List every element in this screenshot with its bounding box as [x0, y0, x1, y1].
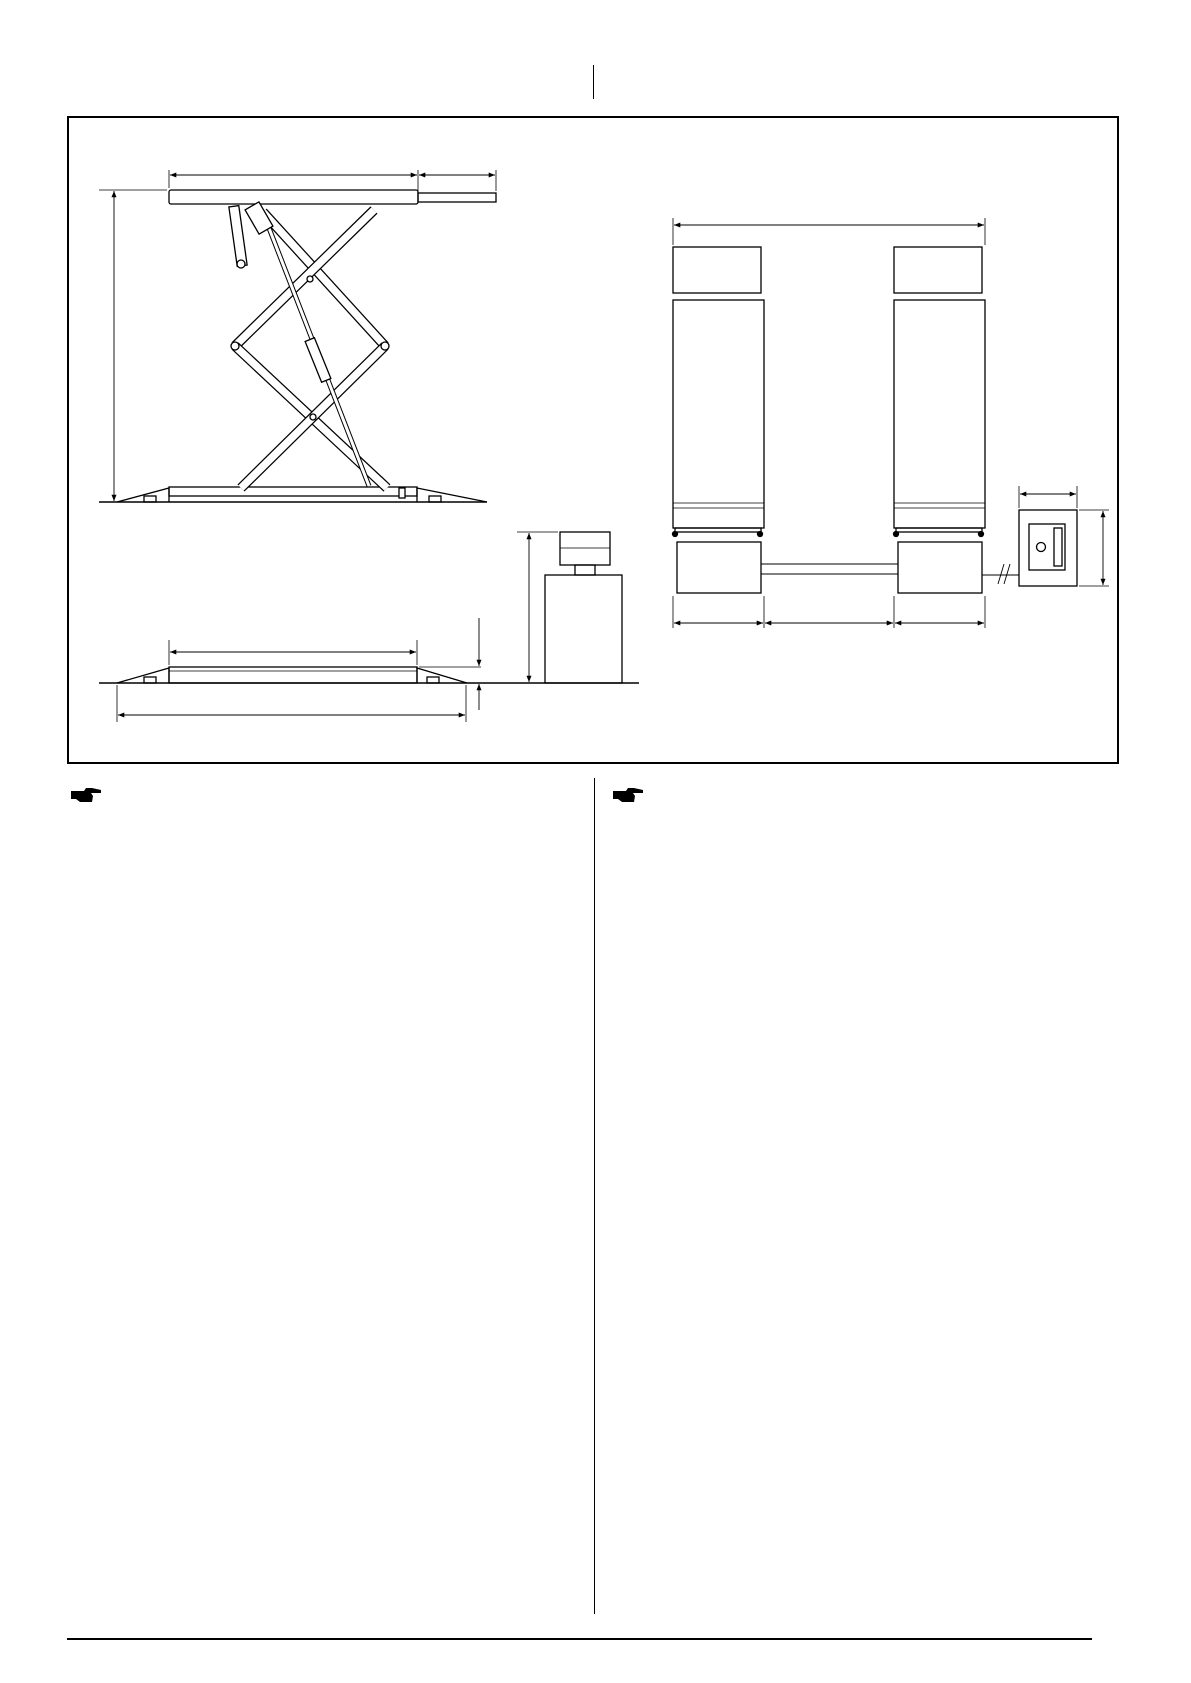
- pointing-hand-icon: [70, 786, 102, 804]
- control-unit-side-view: [517, 532, 622, 683]
- pointing-hand-icon: [612, 786, 644, 804]
- lift-top-view: [673, 218, 1110, 628]
- footer-text: [67, 1664, 1092, 1678]
- lift-raised-side-view: [99, 170, 496, 502]
- technical-drawing: [69, 118, 1121, 766]
- lift-lowered-side-view: [99, 618, 639, 722]
- technical-drawing-frame: [67, 116, 1119, 764]
- column-divider: [594, 778, 595, 1614]
- header-divider: [593, 65, 594, 99]
- footer-rule: [67, 1638, 1092, 1640]
